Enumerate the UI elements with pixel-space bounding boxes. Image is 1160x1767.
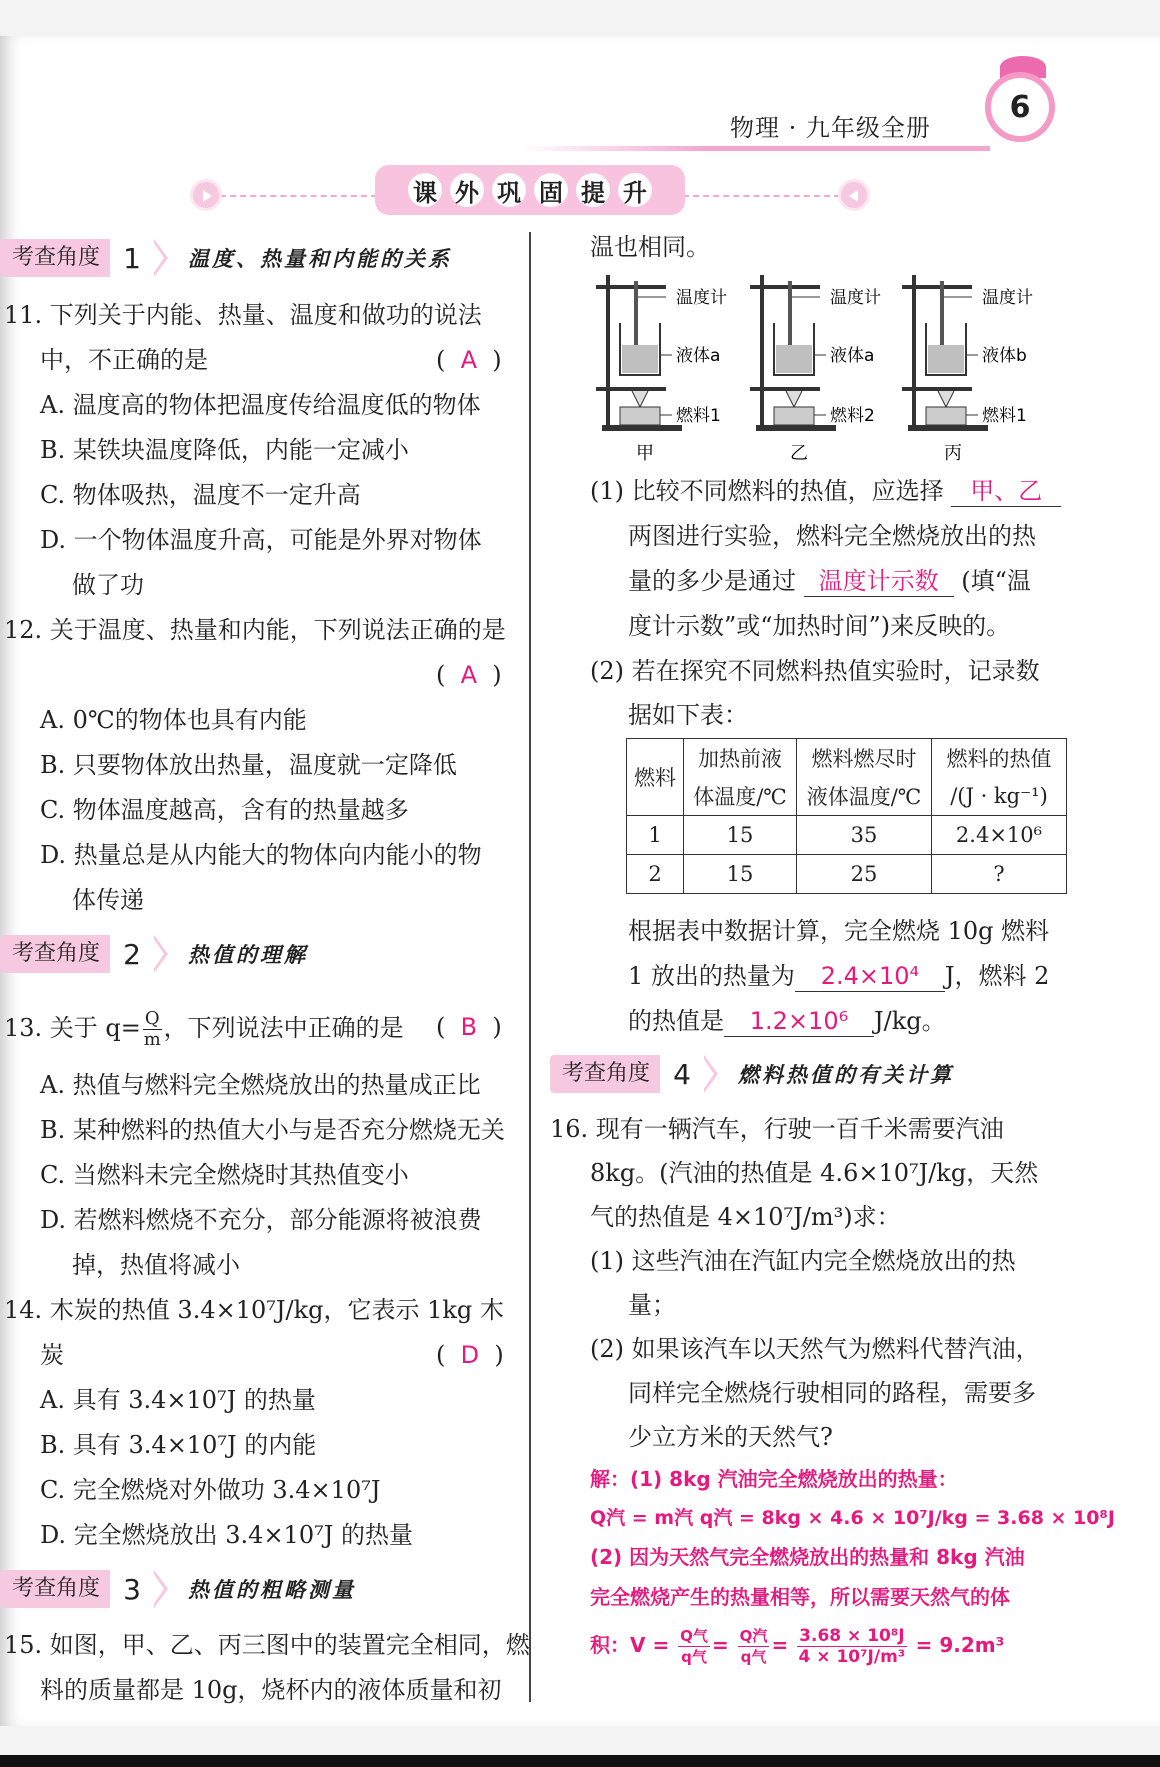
banner-char: 巩 <box>492 173 526 207</box>
q16-stem: 16. 现有一辆汽车，行驶一百千米需要汽油 <box>550 1115 1004 1143</box>
tag-label: 考查角度 <box>0 239 110 277</box>
table-header-row <box>627 777 1067 816</box>
table-cell: 15 <box>684 855 797 894</box>
q15-part1-cont: 两图进行实验，燃料完全燃烧放出的热 <box>628 522 1036 550</box>
label-thermometer: 温度计 <box>676 288 727 308</box>
q11-stem-cont: 中，不正确的是 <box>40 346 208 374</box>
category-tag-2 <box>0 935 308 973</box>
q12-option-b: B. 只要物体放出热量，温度就一定降低 <box>40 751 457 779</box>
bottom-edge-bar <box>0 1755 1160 1767</box>
tag-title: 热值的理解 <box>188 942 309 967</box>
table-header: 加热前液 <box>684 739 797 778</box>
label-thermometer: 温度计 <box>982 288 1033 308</box>
tag-label: 考查角度 <box>550 1055 660 1093</box>
caption-yi: 乙 <box>790 443 808 464</box>
q15-part1: (1) 比较不同燃料的热值，应选择 甲、乙 <box>590 476 1061 507</box>
banner-char: 固 <box>534 173 568 207</box>
q13-option-b: B. 某种燃料的热值大小与是否充分燃烧无关 <box>40 1116 505 1144</box>
header-rule <box>520 146 990 151</box>
q14-option-b: B. 具有 3.4×10⁷J 的内能 <box>40 1431 317 1459</box>
table-header: 燃料的热值 <box>932 739 1067 778</box>
tag-title: 热值的粗略测量 <box>188 1577 357 1602</box>
table-row <box>627 816 1067 855</box>
banner-char: 升 <box>618 173 652 207</box>
q13-answer: ( B ) <box>436 1013 502 1041</box>
tag-label: 考查角度 <box>0 935 110 973</box>
q16-solution-3: (2) 因为天然气完全燃烧放出的热量和 8kg 汽油 <box>590 1545 1025 1569</box>
q11-option-d-cont: 做了功 <box>72 571 144 599</box>
label-liquid-a: 液体a <box>830 346 875 366</box>
q15-answer-blank-4: 1.2×10⁶ <box>724 1006 874 1037</box>
banner-left-arrow-icon <box>190 179 222 211</box>
banner-right-arrow-icon <box>838 179 870 211</box>
table-header: 液体温度/℃ <box>797 777 932 816</box>
table-header-row <box>627 739 1067 778</box>
table-cell: 1 <box>627 816 684 855</box>
experiment-apparatus-figure <box>592 275 1052 465</box>
q12-option-d: D. 热量总是从内能大的物体向内能小的物 <box>40 841 482 869</box>
q15-answer-blank-1: 甲、乙 <box>951 476 1061 507</box>
tag-number: 4 <box>660 1055 704 1093</box>
q16-part2-cont2: 少立方米的天然气? <box>628 1423 833 1451</box>
q13-option-d: D. 若燃料燃烧不充分，部分能源将被浪费 <box>40 1206 482 1234</box>
q15-part2: (2) 若在探究不同燃料热值实验时，记录数 <box>590 657 1040 685</box>
book-title: 物理 · 九年级全册 <box>730 114 931 142</box>
q11-option-b: B. 某铁块温度降低，内能一定减小 <box>40 436 409 464</box>
q16-solution-5: 积：V = $\frac{\text{Q气}}{\text{q气}}$ = $\frac{\text{Q汽}}{\text{q气}}$ = $\frac{\text{3.68 × 10⁸J}}{\text{4 × 10⁷J/m³}}$ = 9.2m³ <box>590 1626 1005 1667</box>
tag-number: 1 <box>110 239 154 277</box>
q13-option-d-cont: 掉，热值将减小 <box>72 1251 240 1279</box>
column-divider <box>529 232 531 1702</box>
table-cell: 35 <box>797 816 932 855</box>
q16-part2: (2) 如果该汽车以天然气为燃料代替汽油， <box>590 1335 1040 1363</box>
table-header: 体温度/℃ <box>684 777 797 816</box>
q15-part1-cont2: 量的多少是通过 温度计示数 (填“温 <box>628 567 1031 595</box>
label-liquid-b: 液体b <box>982 346 1027 366</box>
q13-option-a: A. 热值与燃料完全燃烧放出的热量成正比 <box>40 1071 481 1099</box>
table-cell: ? <box>932 855 1067 894</box>
q16-solution-1: 解：(1) 8kg 汽油完全燃烧放出的热量： <box>590 1467 958 1491</box>
q15-stem-end: 温也相同。 <box>590 233 710 261</box>
tag-title: 燃料热值的有关计算 <box>738 1062 955 1087</box>
q14-option-c: C. 完全燃烧对外做功 3.4×10⁷J <box>40 1476 381 1504</box>
apparatus-bing <box>902 275 988 431</box>
banner-title <box>375 165 685 215</box>
q12-stem: 12. 关于温度、热量和内能，下列说法正确的是 <box>4 616 506 644</box>
category-tag-1 <box>0 239 452 277</box>
q15-calc-cont2: 的热值是 1.2×10⁶ J/kg。 <box>628 1007 946 1035</box>
q16-solution-2: Q汽 = m汽 q汽 = 8kg × 4.6 × 10⁷J/kg = 3.68 × 10⁸J <box>590 1507 1115 1529</box>
tag-number: 2 <box>110 935 154 973</box>
q15-stem: 15. 如图，甲、乙、丙三图中的装置完全相同，燃 <box>4 1631 530 1659</box>
q15-calc: 根据表中数据计算，完全燃烧 10g 燃料 <box>628 917 1050 945</box>
tag-title: 温度、热量和内能的关系 <box>188 246 453 271</box>
q12-option-a: A. 0℃的物体也具有内能 <box>40 706 307 734</box>
q11-option-c: C. 物体吸热，温度不一定升高 <box>40 481 361 509</box>
banner-char: 课 <box>408 173 442 207</box>
q15-part2-cont: 据如下表： <box>628 701 748 729</box>
label-liquid-a: 液体a <box>676 346 721 366</box>
q14-option-a: A. 具有 3.4×10⁷J 的热量 <box>40 1386 316 1414</box>
q15-part1-cont3: 度计示数”或“加热时间”)来反映的。 <box>628 612 1011 640</box>
q12-answer: ( A ) <box>436 661 502 689</box>
q15-answer-blank-2: 温度计示数 <box>804 566 954 597</box>
caption-bing: 丙 <box>944 443 962 464</box>
category-tag-3 <box>0 1570 356 1608</box>
label-thermometer: 温度计 <box>830 288 881 308</box>
fuel-data-table <box>626 738 1067 894</box>
label-fuel-1: 燃料1 <box>982 406 1027 426</box>
q11-option-a: A. 温度高的物体把温度传给温度低的物体 <box>40 391 481 419</box>
banner-char: 提 <box>576 173 610 207</box>
q13-stem: 13. 关于 q= $\frac{Q}{m}$ ，下列说法中正确的是 <box>4 1008 404 1050</box>
q16-part2-cont: 同样完全燃烧行驶相同的路程，需要多 <box>628 1379 1036 1407</box>
q14-stem: 14. 木炭的热值 3.4×10⁷J/kg，它表示 1kg 木 <box>4 1296 504 1324</box>
caption-jia: 甲 <box>636 443 654 464</box>
q15-calc-cont: 1 放出的热量为 2.4×10⁴ J，燃料 2 <box>628 962 1050 990</box>
section-banner <box>190 165 870 227</box>
q12-option-c: C. 物体温度越高，含有的热量越多 <box>40 796 409 824</box>
q16-part1: (1) 这些汽油在汽缸内完全燃烧放出的热 <box>590 1247 1016 1275</box>
tag-number: 3 <box>110 1570 154 1608</box>
q16-solution-4: 完全燃烧产生的热量相等，所以需要天然气的体 <box>590 1585 1010 1609</box>
table-header: /(J · kg⁻¹) <box>932 777 1067 816</box>
q11-option-d: D. 一个物体温度升高，可能是外界对物体 <box>40 526 482 554</box>
q11-stem: 11. 下列关于内能、热量、温度和做功的说法 <box>4 301 482 329</box>
category-tag-4 <box>550 1055 954 1093</box>
q16-stem-cont2: 气的热值是 4×10⁷J/m³)求： <box>590 1203 901 1231</box>
table-cell: 2 <box>627 855 684 894</box>
table-cell: 2.4×10⁶ <box>932 816 1067 855</box>
q13-option-c: C. 当燃料未完全燃烧时其热值变小 <box>40 1161 409 1189</box>
q15-answer-blank-3: 2.4×10⁴ <box>795 961 945 992</box>
table-header: 燃料燃尽时 <box>797 739 932 778</box>
page-number: 6 <box>985 72 1055 142</box>
q11-answer: ( A ) <box>436 346 502 374</box>
table-row <box>627 855 1067 894</box>
q15-stem-cont: 料的质量都是 10g，烧杯内的液体质量和初 <box>40 1676 502 1704</box>
q16-part1-cont: 量； <box>628 1291 676 1319</box>
label-fuel-2: 燃料2 <box>830 406 875 426</box>
q14-option-d: D. 完全燃烧放出 3.4×10⁷J 的热量 <box>40 1521 413 1549</box>
tag-label: 考查角度 <box>0 1570 110 1608</box>
q12-option-d-cont: 体传递 <box>72 886 144 914</box>
table-cell: 25 <box>797 855 932 894</box>
apparatus-yi <box>750 275 836 431</box>
q14-stem-cont: 炭 <box>40 1341 64 1369</box>
label-fuel-1: 燃料1 <box>676 406 721 426</box>
q14-answer: ( D ) <box>436 1341 504 1369</box>
table-header: 燃料 <box>627 739 684 816</box>
apparatus-jia <box>596 275 682 431</box>
table-cell: 15 <box>684 816 797 855</box>
banner-char: 外 <box>450 173 484 207</box>
q16-stem-cont: 8kg。(汽油的热值是 4.6×10⁷J/kg，天然 <box>590 1159 1039 1187</box>
